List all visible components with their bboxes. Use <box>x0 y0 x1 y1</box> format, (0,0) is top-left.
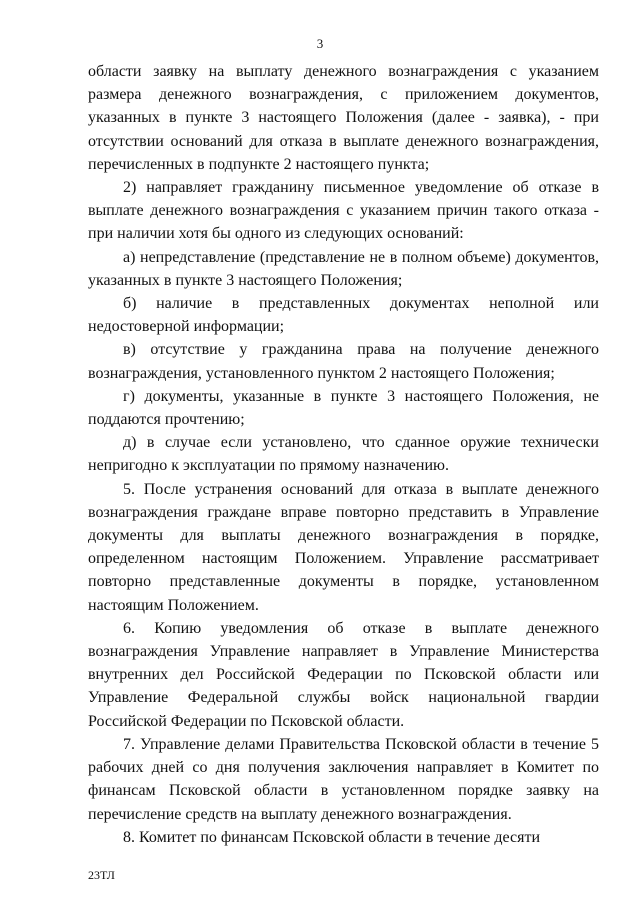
paragraph: области заявку на выплату денежного вознаграждения с указанием размера денежного вознаграждения, с приложением документов, указанных в пункте 3 настоящего Положения (далее - заявка), - при отсутствии оснований для отказа в выплате денежного вознаграждения, перечисленных в подпункте 2 настоящего пункта; <box>88 63 599 173</box>
paragraph: в) отсутствие у гражданина права на получение денежного вознаграждения, установленного пунктом 2 настоящего Положения; <box>88 341 599 382</box>
paragraph: д) в случае если установлено, что сданное оружие технически непригодно к эксплуатации по прямому назначению. <box>88 434 599 475</box>
paragraph: а) непредставление (представление не в полном объеме) документов, указанных в пункте 3 настоящего Положения; <box>88 248 599 289</box>
paragraph: 8. Комитет по финансам Псковской области в течение десяти <box>123 828 541 846</box>
paragraph: 7. Управление делами Правительства Псковской области в течение 5 рабочих дней со дня получения заключения направляет в Комитет по финансам Псковской области в установленном порядке заявку на перечисление средств на выплату денежного вознаграждения. <box>88 735 599 823</box>
paragraph: 2) направляет гражданину письменное уведомление об отказе в выплате денежного вознаграждения с указанием причин такого отказа - при наличии хотя бы одного из следующих оснований: <box>88 179 599 243</box>
paragraph: 5. После устранения оснований для отказа в выплате денежного вознаграждения граждане вправе повторно представить в Управление документы для выплаты денежного вознаграждения в порядке, определенном настоящим Положением. Управление рассматривает повторно представленные документы в порядке, установленном настоящим Положением. <box>88 480 599 614</box>
paragraph: б) наличие в представленных документах неполной или недостоверной информации; <box>88 295 599 336</box>
document-body <box>88 60 599 849</box>
paragraph: г) документы, указанные в пункте 3 настоящего Положения, не поддаются прочтению; <box>88 387 599 429</box>
document-code: 23ТЛ <box>88 868 115 882</box>
page-number: 3 <box>316 36 324 51</box>
paragraph: 6. Копию уведомления об отказе в выплате денежного вознаграждения Управление направляет в Управление Министерства внутренних дел Российской Федерации по Псковской области или Управление Федеральной службы войск национальной гвардии Российской Федерации по Псковской области. <box>88 619 599 730</box>
